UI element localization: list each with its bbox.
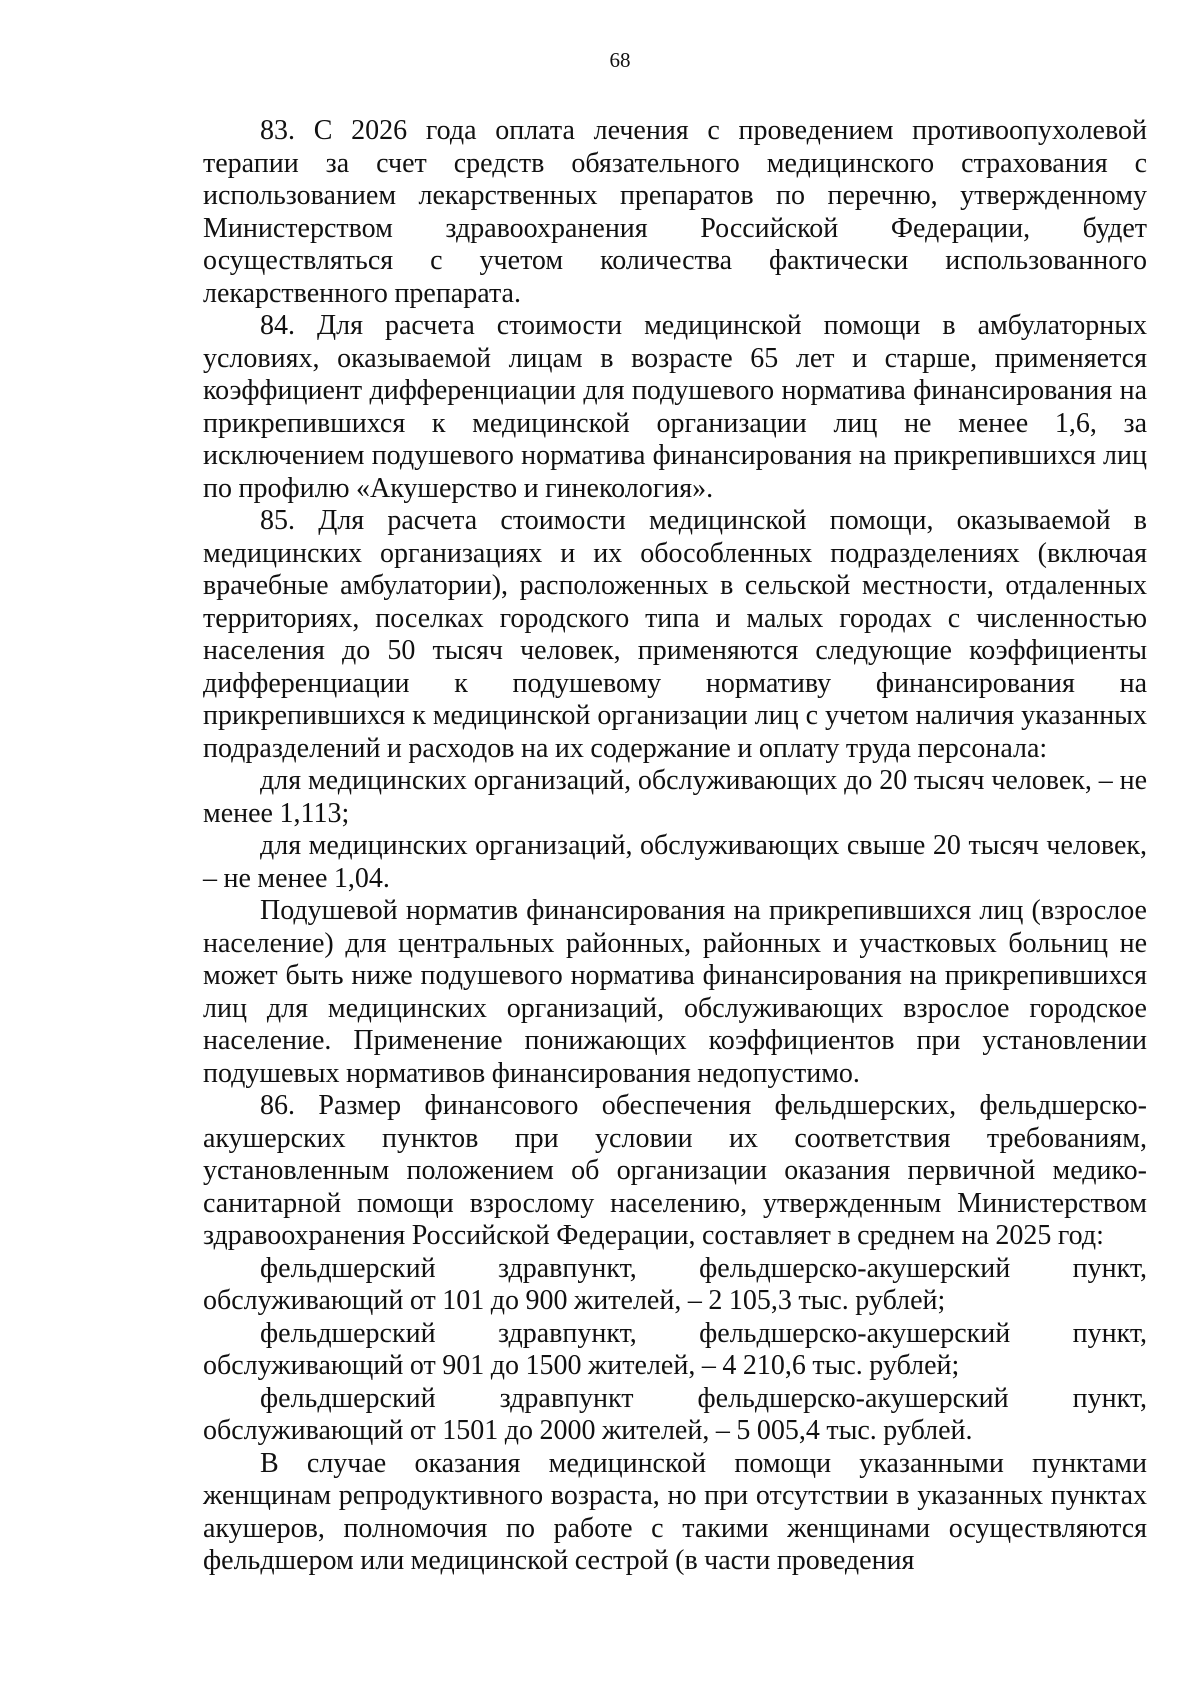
page-number: 68 xyxy=(609,48,631,72)
coefficient-item-over-20k: для медицинских организаций, обслуживающих свыше 20 тысяч человек, – не менее 1,04. xyxy=(203,830,1147,894)
funding-item-101-900: фельдшерский здравпункт, фельдшерско-акушерский пункт, обслуживающий от 101 до 900 жителей, – 2 105,3 тыс. рублей; xyxy=(203,1252,1147,1316)
funding-item-901-1500: фельдшерский здравпункт, фельдшерско-акушерский пункт, обслуживающий от 901 до 1500 жителей, – 4 210,6 тыс. рублей; xyxy=(203,1317,1147,1381)
document-body xyxy=(203,115,1147,1578)
paragraph-83: 83. С 2026 года оплата лечения с проведением противоопухолевой терапии за счет средств обязательного медицинского страхования с использованием лекарственных препаратов по перечню, утвержденному Министерством здравоохранения Российской Федерации, будет осуществляться с учетом количества фактически использованного лекарственного препарата. xyxy=(203,115,1147,309)
funding-item-1501-2000: фельдшерский здравпункт фельдшерско-акушерский пункт, обслуживающий от 1501 до 2000 жителей, – 5 005,4 тыс. рублей. xyxy=(203,1382,1147,1446)
paragraph-86: 86. Размер финансового обеспечения фельдшерских, фельдшерско-акушерских пунктов при условии их соответствия требованиям, установленным положением об организации оказания первичной медико-санитарной помощи взрослому населению, утвержденным Министерством здравоохранения Российской Федерации, составляет в среднем на 2025 год: xyxy=(203,1090,1147,1251)
paragraph-84: 84. Для расчета стоимости медицинской помощи в амбулаторных условиях, оказываемой лицам в возрасте 65 лет и старше, применяется коэффициент дифференциации для подушевого норматива финансирования на прикрепившихся к медицинской организации лиц не менее 1,6, за исключением подушевого норматива финансирования на прикрепившихся лиц по профилю «Акушерство и гинекология». xyxy=(203,310,1147,504)
paragraph-reproductive-age: В случае оказания медицинской помощи указанными пунктами женщинам репродуктивного возраста, но при отсутствии в указанных пунктах акушеров, полномочия по работе с такими женщинами осуществляются фельдшером или медицинской сестрой (в части проведения xyxy=(203,1447,1147,1576)
paragraph-per-capita-norm: Подушевой норматив финансирования на прикрепившихся лиц (взрослое население) для центральных районных, районных и участковых больниц не может быть ниже подушевого норматива финансирования на прикрепившихся лиц для медицинских организаций, обслуживающих взрослое городское население. Применение понижающих коэффициентов при установлении подушевых нормативов финансирования недопустимо. xyxy=(203,895,1147,1089)
coefficient-item-up-to-20k: для медицинских организаций, обслуживающих до 20 тысяч человек, – не менее 1,113; xyxy=(203,765,1147,829)
paragraph-85: 85. Для расчета стоимости медицинской помощи, оказываемой в медицинских организациях и их обособленных подразделениях (включая врачебные амбулатории), расположенных в сельской местности, отдаленных территориях, поселках городского типа и малых городах с численностью населения до 50 тысяч человек, применяются следующие коэффициенты дифференциации к подушевому нормативу финансирования на прикрепившихся к медицинской организации лиц с учетом наличия указанных подразделений и расходов на их содержание и оплату труда персонала: xyxy=(203,505,1147,764)
